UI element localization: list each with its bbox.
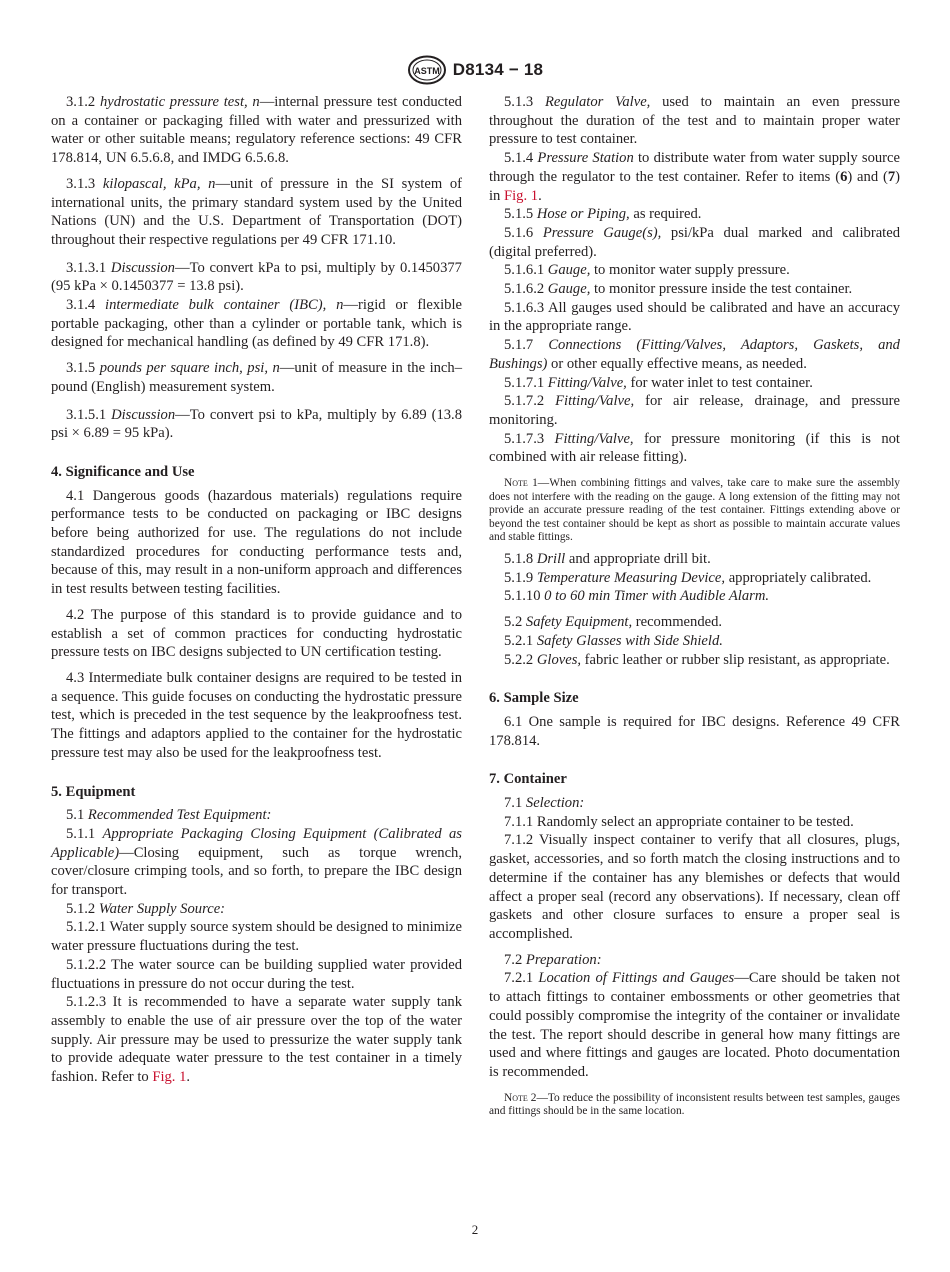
fig-1-link[interactable]: Fig. 1 xyxy=(504,187,539,204)
page-number: 2 xyxy=(471,1222,479,1237)
section-4-3: 4.3 Intermediate bulk container designs are required to be tested in a sequence. This guide focuses on conducting the hydrostatic pressure test, which is preceded in the test sequence by the leakproofness test. The fittings and adaptors applied to the container for the hydrostatic pressure test may also be used for the leakproofness test. xyxy=(51,669,462,761)
section-5-1-2-3: 5.1.2.3 It is recommended to have a separate water supply tank assembly to enable the use of air pressure over the top of the water supply. Air pressure may be used to pressurize the water supply tank to provide adequate water pressure to the test container in a timely fashion. Refer to Fig. 1. xyxy=(51,994,462,1086)
section-5-1-2: 5.1.2 Water Supply Source: xyxy=(66,900,226,917)
section-5-1-5: 5.1.5 Hose or Piping, as required. xyxy=(504,206,702,223)
section-5-2: 5.2 Safety Equipment, recommended. xyxy=(504,614,723,631)
left-column xyxy=(51,93,462,1087)
section-5-1-7-3: 5.1.7.3 Fitting/Valve, for pressure monitoring (if this is not combined with air release fitting). xyxy=(489,430,900,466)
heading-equipment: 5. Equipment xyxy=(51,783,136,800)
section-3-1-5-1: 3.1.5.1 Discussion—To convert psi to kPa, multiply by 6.89 (13.8 psi × 6.89 = 95 kPa). xyxy=(51,406,462,442)
section-5-1: 5.1 Recommended Test Equipment: xyxy=(66,807,272,824)
note-2: Note 2—To reduce the possibility of inconsistent results between test samples, gauges and fittings should be in the same location. xyxy=(489,1091,900,1118)
section-5-1-7: 5.1.7 Connections (Fitting/Valves, Adaptors, Gaskets, and Bushings) or other equally effective means, as needed. xyxy=(489,337,900,372)
section-7-2: 7.2 Preparation: xyxy=(504,951,602,968)
section-5-1-1: 5.1.1 Appropriate Packaging Closing Equipment (Calibrated as Applicable)—Closing equipment, such as torque wrench, cover/closure crimping tools, and so forth, to prepare the IBC design for transport. xyxy=(51,825,462,899)
heading-sample-size: 6. Sample Size xyxy=(489,690,579,707)
section-5-1-6-1: 5.1.6.1 Gauge, to monitor water supply pressure. xyxy=(504,262,790,279)
section-5-1-2-1: 5.1.2.1 Water supply source system should be designed to minimize water pressure fluctuations during the test. xyxy=(51,919,462,955)
document-id: D8134 − 18 xyxy=(452,60,544,79)
section-4-2: 4.2 The purpose of this standard is to provide guidance and to establish a set of common practices for conducting hydrostatic pressure tests on IBC designs subjected to UN certification testing. xyxy=(51,606,462,661)
section-5-1-10: 5.1.10 0 to 60 min Timer with Audible Alarm. xyxy=(504,588,770,605)
section-5-1-3: 5.1.3 Regulator Valve, used to maintain an even pressure throughout the duration of the test and to maintain proper water pressure to test container. xyxy=(489,94,900,148)
section-3-1-5: 3.1.5 pounds per square inch, psi, n—unit of measure in the inch–pound (English) measurement system. xyxy=(51,360,463,395)
section-7-1: 7.1 Selection: xyxy=(504,795,585,812)
section-5-1-7-1: 5.1.7.1 Fitting/Valve, for water inlet to test container. xyxy=(504,374,813,391)
section-6-1: 6.1 One sample is required for IBC designs. Reference 49 CFR 178.814. xyxy=(489,713,900,749)
heading-significance-and-use: 4. Significance and Use xyxy=(51,463,195,480)
section-5-1-9: 5.1.9 Temperature Measuring Device, appropriately calibrated. xyxy=(504,569,872,586)
section-4-1: 4.1 Dangerous goods (hazardous materials) regulations require performance tests to be conducted on packaging or IBC designs before being authorized for use. The regulations do not include standardized procedures for conducting performance tests and, because of this, may result in a non-uniform approach and differences in test results between testing facilities. xyxy=(51,487,462,598)
section-5-1-7-2: 5.1.7.2 Fitting/Valve, for air release, drainage, and pressure monitoring. xyxy=(489,393,900,428)
section-3-1-2: 3.1.2 hydrostatic pressure test, n—internal pressure test conducted on a container or packaging filled with water and pressurized with water or other suitable means; regulatory reference sections: 49 CFR 178.814, UN 6.5.6.8, and IMDG 6.5.6.8. xyxy=(51,94,462,167)
fig-1-link[interactable]: Fig. 1 xyxy=(152,1069,187,1086)
section-5-1-6: 5.1.6 Pressure Gauge(s), psi/kPa dual marked and calibrated (digital preferred). xyxy=(489,224,901,260)
section-5-1-6-3: 5.1.6.3 All gauges used should be calibrated and have an accuracy in the appropriate range. xyxy=(489,299,900,335)
section-7-1-2: 7.1.2 Visually inspect container to verify that all closures, plugs, gasket, accessories, and so forth match the closing instructions and to determine if the container has any blemishes or defects that would affect a proper seal (record any observations). If necessary, clean off gaskets and other closure surfaces to ensure a proper seal is accomplished. xyxy=(489,832,900,942)
section-5-1-6-2: 5.1.6.2 Gauge, to monitor pressure inside the test container. xyxy=(504,281,853,298)
heading-container: 7. Container xyxy=(489,771,567,788)
astm-logo-text: ASTM xyxy=(414,66,440,76)
section-5-1-4: 5.1.4 Pressure Station to distribute water from water supply source through the regulator to the test container. Refer to items (6) and (7) in Fig. 1. xyxy=(489,150,900,204)
section-3-1-3: 3.1.3 kilopascal, kPa, n—unit of pressure in the SI system of international units, the primary standard system used by the United Nations (UN) and the U.S. Department of Transportation (DOT) throughout their respective regulations per 49 CFR 171.10. xyxy=(51,175,462,248)
section-3-1-3-1: 3.1.3.1 Discussion—To convert kPa to psi, multiply by 0.1450377 (95 kPa × 0.1450377 = 13.8 psi). xyxy=(51,259,462,295)
section-5-2-2: 5.2.2 Gloves, fabric leather or rubber slip resistant, as appropriate. xyxy=(504,651,890,668)
section-7-2-1: 7.2.1 Location of Fittings and Gauges—Care should be taken not to attach fittings to container embossments or other geometries that could possibly compromise the integrity of the container or invalidate the test. The report should describe in general how many fittings are used and where fittings and gauges are located. Photo documentation is recommended. xyxy=(489,970,901,1080)
section-3-1-4: 3.1.4 intermediate bulk container (IBC), n—rigid or flexible portable packaging, other than a cylinder or portable tank, which is designed for mechanical handling (as defined by 49 CFR 171.8). xyxy=(51,297,462,351)
section-5-1-2-2: 5.1.2.2 The water source can be building supplied water provided fluctuations in pressure do not occur during the test. xyxy=(51,956,462,992)
section-7-1-1: 7.1.1 Randomly select an appropriate container to be tested. xyxy=(504,813,854,830)
note-1: Note 1—When combining fittings and valves, take care to make sure the assembly does not interfere with the reading on the gauge. A long extension of the fitting may not provide an accurate pressure reading of the test container. Fittings extending above or beyond the test container should be kept as short as possible to maintain accurate values and stable fittings. xyxy=(489,477,900,544)
section-5-1-8: 5.1.8 Drill and appropriate drill bit. xyxy=(504,551,711,568)
right-column xyxy=(489,93,900,1124)
page-header xyxy=(0,54,950,86)
astm-logo-icon xyxy=(407,55,447,85)
section-5-2-1: 5.2.1 Safety Glasses with Side Shield. xyxy=(504,632,723,649)
